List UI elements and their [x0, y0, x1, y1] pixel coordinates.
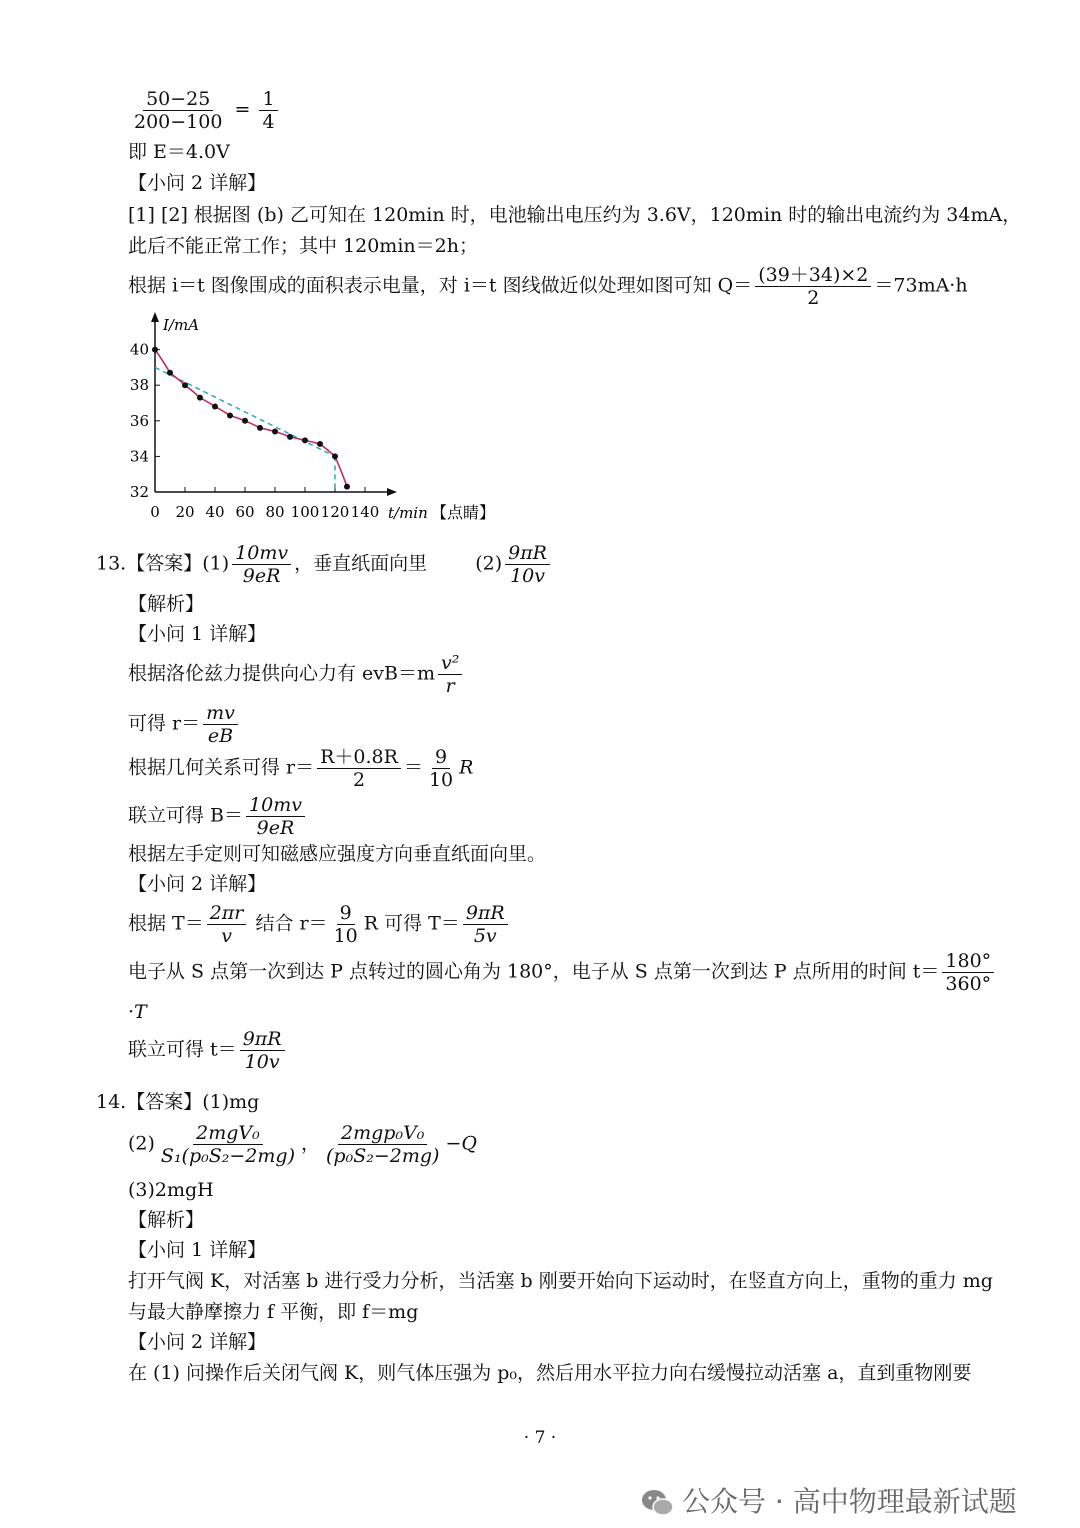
text: 联立可得 t＝ — [128, 1038, 237, 1061]
numerator: R＋0.8R — [317, 746, 401, 769]
data-point — [197, 395, 203, 401]
equation-line — [128, 950, 997, 995]
data-point — [344, 484, 350, 490]
numerator: (39＋34)×2 — [755, 264, 871, 287]
text: 联立可得 B＝ — [128, 804, 244, 827]
answer-3: (3)2mgH — [128, 1179, 214, 1201]
x-tick-label: 100 — [290, 503, 320, 521]
equation-line: ·T — [128, 1001, 147, 1023]
numerator: 9 — [432, 746, 450, 769]
x-tick-label: 140 — [350, 503, 380, 521]
data-point — [287, 434, 293, 440]
subheading: 【小问 2 详解】 — [128, 873, 267, 895]
data-point — [302, 437, 308, 443]
jiexi: 【解析】 — [128, 1209, 205, 1231]
numerator: 9πR — [463, 902, 508, 925]
x-tick-label: 40 — [205, 503, 225, 521]
y-tick-label: 32 — [129, 483, 149, 501]
x-tick-label: 0 — [150, 503, 160, 521]
denominator: (p₀S₂−2mg) — [326, 1145, 440, 1167]
text: 根据 i＝t 图像围成的面积表示电量，对 i＝t 图线做近似处理如图可知 Q＝ — [128, 274, 753, 297]
annotation: 【点睛】 — [431, 503, 496, 522]
text: R — [459, 756, 474, 779]
y-tick-label: 38 — [129, 376, 149, 395]
text: 13.【答案】(1) — [96, 552, 230, 575]
text: 根据洛伦兹力提供向心力有 evB＝m — [128, 662, 435, 685]
text: 根据几何关系可得 r＝ — [128, 756, 315, 779]
denominator: r — [445, 675, 455, 697]
fraction-line — [128, 88, 281, 133]
text: ，垂直纸面向里 — [294, 552, 428, 575]
denominator: 5v — [473, 925, 497, 947]
denominator: 9eR — [256, 817, 295, 839]
paragraph: 与最大静摩擦力 f 平衡，即 f＝mg — [128, 1301, 419, 1323]
y-tick-label: 36 — [129, 411, 149, 430]
text: R 可得 T＝ — [363, 912, 460, 935]
denominator: 200−100 — [134, 111, 223, 133]
denominator: S₁(p₀S₂−2mg) — [160, 1145, 295, 1167]
e-value: 即 E＝4.0V — [128, 141, 230, 163]
text: 可得 r＝ — [128, 712, 201, 735]
equation-line — [128, 746, 473, 791]
paragraph: 根据左手定则可知磁感应强度方向垂直纸面向里。 — [128, 843, 547, 865]
subheading: 【小问 2 详解】 — [128, 1331, 267, 1353]
denominator: 4 — [262, 111, 275, 133]
equation-line — [128, 702, 241, 747]
equals: ＝ — [403, 756, 423, 779]
x-axis-arrow — [387, 488, 397, 496]
denominator: eB — [207, 725, 234, 747]
data-point — [272, 428, 278, 434]
data-point — [227, 412, 233, 418]
text: −Q — [445, 1132, 477, 1155]
x-tick-label: 120 — [320, 503, 350, 521]
equals: = — [234, 98, 251, 121]
numerator: 2mgV₀ — [193, 1122, 263, 1145]
fitted-curve — [155, 350, 347, 487]
numerator: 9 — [337, 902, 355, 925]
numerator: mv — [203, 702, 238, 725]
numerator: v² — [438, 652, 462, 675]
numerator: 2mgp₀V₀ — [338, 1122, 427, 1145]
current-time-chart — [120, 308, 520, 528]
text: (2) — [475, 552, 503, 575]
denominator: 2 — [807, 287, 820, 309]
numerator: 10mv — [246, 794, 305, 817]
denominator: 10 — [333, 925, 358, 947]
data-point — [332, 453, 338, 459]
data-point — [257, 425, 263, 431]
q13-answer — [96, 542, 553, 587]
equation-line — [128, 794, 308, 839]
numerator: 1 — [259, 88, 277, 111]
text: ＝73mA·h — [874, 274, 968, 297]
data-point — [212, 404, 218, 410]
data-point — [317, 441, 323, 447]
equation-line — [128, 1028, 288, 1073]
equation-line — [128, 1122, 477, 1167]
numerator: 9πR — [240, 1028, 285, 1051]
approx-line — [155, 367, 335, 456]
equation-line — [128, 652, 465, 697]
denominator: 9eR — [242, 565, 281, 587]
text: 结合 r＝ — [255, 912, 328, 935]
subheading: 【小问 1 详解】 — [128, 623, 267, 645]
paragraph: 在 (1) 问操作后关闭气阀 K，则气体压强为 p₀，然后用水平拉力向右缓慢拉动活塞 a，直到重物刚要 — [128, 1362, 972, 1384]
wechat-icon — [640, 1488, 676, 1518]
x-tick-label: 80 — [265, 503, 285, 521]
subheading: 【小问 1 详解】 — [128, 1239, 267, 1261]
paragraph — [128, 264, 968, 309]
y-axis-arrow — [151, 312, 159, 322]
numerator: 9πR — [505, 542, 550, 565]
x-axis-label: t/min — [388, 504, 428, 522]
denominator: 10v — [244, 1051, 280, 1073]
data-point — [167, 370, 173, 376]
y-tick-label: 40 — [129, 340, 149, 359]
paragraph: 此后不能正常工作；其中 120min＝2h； — [128, 235, 478, 257]
q14-answer: 14.【答案】(1)mg — [96, 1091, 260, 1113]
denominator: 2 — [352, 769, 366, 791]
text: ， — [300, 1132, 320, 1155]
jiexi: 【解析】 — [128, 593, 205, 615]
watermark-text: 公众号 · 高中物理最新试题 — [682, 1485, 1017, 1518]
equation-line — [128, 902, 511, 947]
numerator: 10mv — [232, 542, 291, 565]
watermark — [640, 1480, 1017, 1520]
text: 电子从 S 点第一次到达 P 点转过的圆心角为 180°，电子从 S 点第一次到达 P 点所用的时间 t＝ — [128, 960, 940, 983]
denominator: 10 — [428, 769, 454, 791]
data-point — [182, 382, 188, 388]
data-point — [242, 418, 248, 424]
x-tick-label: 60 — [235, 503, 255, 521]
numerator: 50−25 — [143, 88, 213, 111]
text: (2) — [128, 1132, 155, 1155]
text: 根据 T＝ — [128, 912, 204, 935]
subheading: 【小问 2 详解】 — [128, 172, 267, 194]
data-point — [152, 347, 158, 353]
denominator: 10v — [510, 565, 546, 587]
denominator: 360° — [945, 973, 992, 995]
paragraph: [1] [2] 根据图 (b) 乙可知在 120min 时，电池输出电压约为 3.6V，120min 时的输出电流约为 34mA， — [128, 204, 1022, 226]
x-tick-label: 20 — [175, 503, 195, 521]
y-tick-label: 34 — [129, 447, 149, 466]
paragraph: 打开气阀 K，对活塞 b 进行受力分析，当活塞 b 刚要开始向下运动时，在竖直方向上，重物的重力 mg — [128, 1270, 993, 1292]
page-number: · 7 · — [523, 1428, 557, 1448]
y-axis-label: I/mA — [163, 316, 200, 334]
numerator: 2πr — [207, 902, 247, 925]
denominator: v — [221, 925, 232, 947]
numerator: 180° — [942, 950, 994, 973]
